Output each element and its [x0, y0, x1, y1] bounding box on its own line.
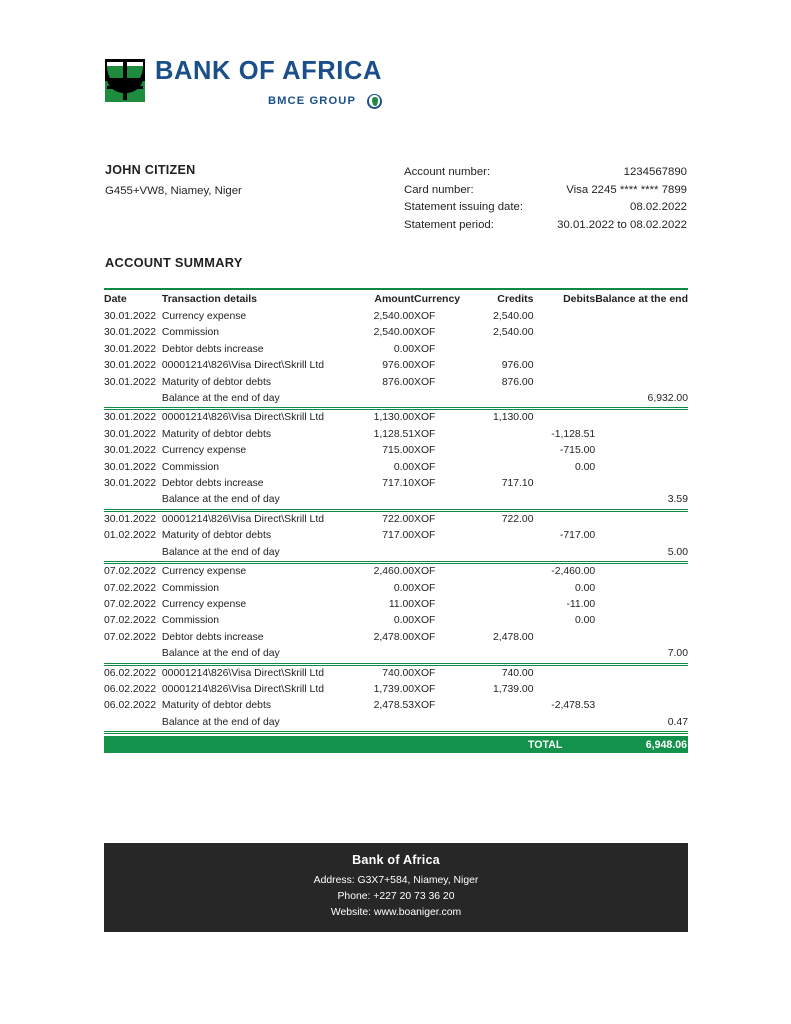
cell-debits [533, 325, 595, 341]
customer-block [105, 163, 242, 197]
cell-debits [533, 342, 595, 358]
section-title-account-summary: ACCOUNT SUMMARY [105, 255, 243, 270]
group-separator-rule [104, 731, 688, 734]
cell-credits [472, 545, 534, 561]
cell-amount: 717.10 [382, 478, 415, 490]
cell-debits [533, 512, 595, 528]
cell-credits [472, 646, 534, 662]
cell-date: 06.02.2022 [104, 683, 157, 695]
account-info-row [404, 182, 687, 200]
cell-balance [595, 342, 688, 358]
table-row [104, 528, 688, 544]
card-number-value: Visa 2245 **** **** 7899 [566, 183, 687, 196]
cell-details: Currency expense [161, 311, 247, 322]
cell-debits: 0.00 [574, 615, 596, 627]
cell-currency [414, 391, 472, 407]
cell-amount: 2,478.53 [373, 700, 415, 712]
cell-details: Currency expense [161, 598, 247, 610]
cell-details: 00001214\826\Visa Direct\Skrill Ltd [161, 513, 325, 525]
cell-currency: XOF [414, 445, 436, 457]
balance-end-of-day-value: 5.00 [667, 546, 688, 558]
cell-debits [533, 715, 595, 731]
cell-credits: 2,540.00 [493, 327, 534, 339]
cell-amount: 976.00 [382, 360, 415, 372]
cell-date [104, 646, 162, 662]
col-header-currency: Currency [414, 293, 461, 305]
table-row [104, 698, 688, 714]
cell-credits [472, 391, 534, 407]
cell-balance [595, 597, 688, 613]
cell-debits: 0.00 [574, 461, 596, 473]
cell-amount: 715.00 [382, 445, 415, 457]
cell-currency: XOF [414, 360, 436, 372]
card-number-label: Card number: [404, 183, 474, 196]
cell-date: 30.01.2022 [104, 376, 157, 388]
issuing-date-value: 08.02.2022 [629, 201, 687, 214]
cell-currency: XOF [414, 461, 436, 473]
col-header-credits: Credits [497, 293, 534, 305]
balance-end-of-day-label: Balance at the end of day [161, 494, 280, 506]
cell-balance [595, 443, 688, 459]
balance-end-of-day-label: Balance at the end of day [161, 716, 280, 728]
bank-of-africa-logo-icon [104, 58, 146, 103]
cell-currency: XOF [414, 343, 436, 355]
cell-credits: 1,739.00 [493, 683, 534, 695]
group-separator [104, 731, 688, 734]
cell-date: 30.01.2022 [104, 478, 157, 490]
group-separator-rule [104, 407, 688, 410]
balance-end-of-day-row [104, 492, 688, 508]
cell-amount [348, 391, 414, 407]
table-header-row [104, 290, 688, 309]
table-row [104, 358, 688, 374]
cell-debits: -717.00 [559, 530, 596, 542]
cell-balance [595, 427, 688, 443]
cell-currency [414, 715, 472, 731]
cell-balance [595, 309, 688, 325]
statement-period-value: 30.01.2022 to 08.02.2022 [557, 218, 687, 231]
cell-credits [472, 492, 534, 508]
cell-date: 30.01.2022 [104, 360, 157, 372]
cell-date [104, 492, 162, 508]
cell-amount [348, 715, 414, 731]
table-row [104, 325, 688, 341]
cell-credits [472, 460, 534, 476]
table-row [104, 342, 688, 358]
cell-date: 30.01.2022 [104, 343, 157, 355]
cell-debits [533, 375, 595, 391]
cell-balance [595, 460, 688, 476]
cell-details: 00001214\826\Visa Direct\Skrill Ltd [161, 683, 325, 695]
cell-amount: 0.00 [393, 343, 415, 355]
group-separator [104, 561, 688, 564]
cell-balance [595, 564, 688, 580]
col-header-amount: Amount [374, 293, 415, 305]
cell-details: Commission [161, 461, 220, 473]
cell-balance [595, 581, 688, 597]
cell-details: Maturity of debtor debts [161, 376, 272, 388]
transactions-table-wrapper [104, 288, 688, 753]
cell-date: 30.01.2022 [104, 311, 157, 322]
cell-details: 00001214\826\Visa Direct\Skrill Ltd [161, 667, 325, 679]
cell-details: 00001214\826\Visa Direct\Skrill Ltd [161, 360, 325, 372]
cell-debits [533, 630, 595, 646]
page-footer [104, 843, 688, 932]
cell-credits: 722.00 [501, 513, 534, 525]
cell-credits [472, 342, 534, 358]
group-separator-rule [104, 509, 688, 512]
cell-debits [533, 391, 595, 407]
cell-credits [472, 581, 534, 597]
cell-date: 30.01.2022 [104, 327, 157, 339]
balance-end-of-day-label: Balance at the end of day [161, 546, 280, 558]
footer-bank-name: Bank of Africa [352, 853, 440, 867]
cell-credits [472, 427, 534, 443]
cell-details: Commission [161, 327, 220, 339]
table-row [104, 375, 688, 391]
cell-date: 30.01.2022 [104, 445, 157, 457]
cell-date: 06.02.2022 [104, 700, 157, 712]
balance-end-of-day-value: 7.00 [667, 648, 688, 660]
balance-end-of-day-row [104, 391, 688, 407]
cell-currency: XOF [414, 428, 436, 440]
globe-africa-icon [367, 94, 382, 109]
cell-balance [595, 375, 688, 391]
cell-details: Debtor debts increase [161, 343, 264, 355]
cell-credits [472, 715, 534, 731]
cell-debits: -2,478.53 [551, 700, 596, 712]
cell-currency: XOF [414, 311, 436, 322]
cell-debits [533, 358, 595, 374]
cell-debits [533, 646, 595, 662]
table-row [104, 630, 688, 646]
cell-credits [472, 597, 534, 613]
cell-balance [595, 410, 688, 426]
cell-amount [348, 646, 414, 662]
table-row [104, 512, 688, 528]
cell-currency: XOF [414, 513, 436, 525]
cell-date: 30.01.2022 [104, 412, 157, 424]
cell-balance [595, 666, 688, 682]
cell-details: Debtor debts increase [161, 631, 264, 643]
cell-amount: 1,130.00 [373, 412, 415, 424]
cell-credits: 717.10 [501, 478, 534, 490]
cell-currency: XOF [414, 412, 436, 424]
cell-credits [472, 443, 534, 459]
cell-debits [533, 682, 595, 698]
cell-currency: XOF [414, 327, 436, 339]
cell-debits [533, 545, 595, 561]
customer-address: G455+VW8, Niamey, Niger [105, 185, 242, 197]
group-separator [104, 663, 688, 666]
cell-balance [595, 476, 688, 492]
cell-currency: XOF [414, 582, 436, 594]
col-header-details: Transaction details [161, 293, 258, 305]
cell-currency [414, 492, 472, 508]
cell-amount: 0.00 [393, 461, 415, 473]
cell-credits: 2,478.00 [493, 631, 534, 643]
cell-amount: 2,460.00 [373, 566, 415, 578]
cell-debits: -715.00 [559, 445, 596, 457]
statement-period-label: Statement period: [404, 218, 494, 231]
cell-credits [472, 613, 534, 629]
transactions-table-body [104, 309, 688, 734]
cell-amount: 876.00 [382, 376, 415, 388]
cell-credits: 976.00 [501, 360, 534, 372]
balance-end-of-day-value: 6,932.00 [647, 393, 688, 405]
cell-amount: 722.00 [382, 513, 415, 525]
balance-end-of-day-row [104, 715, 688, 731]
cell-date: 07.02.2022 [104, 566, 157, 578]
bank-logo-header [104, 58, 382, 109]
account-info-block [404, 164, 687, 234]
footer-website[interactable]: Website: www.boaniger.com [330, 907, 462, 918]
cell-balance [595, 325, 688, 341]
footer-phone: Phone: +227 20 73 36 20 [337, 891, 455, 902]
account-number-value: 1234567890 [623, 166, 687, 178]
balance-end-of-day-value: 3.59 [667, 494, 688, 506]
cell-date: 07.02.2022 [104, 615, 157, 627]
cell-amount: 1,739.00 [373, 683, 415, 695]
cell-details: Maturity of debtor debts [161, 700, 272, 712]
col-header-date: Date [104, 293, 127, 305]
group-separator-rule [104, 663, 688, 666]
table-row [104, 460, 688, 476]
balance-end-of-day-label: Balance at the end of day [161, 393, 280, 405]
cell-debits [533, 476, 595, 492]
cell-currency: XOF [414, 566, 436, 578]
cell-balance [595, 682, 688, 698]
issuing-date-label: Statement issuing date: [404, 201, 524, 214]
cell-date: 07.02.2022 [104, 582, 157, 594]
cell-date [104, 391, 162, 407]
table-row [104, 410, 688, 426]
cell-amount [348, 492, 414, 508]
cell-credits: 740.00 [501, 667, 534, 679]
table-row [104, 476, 688, 492]
balance-end-of-day-row [104, 545, 688, 561]
cell-amount: 0.00 [393, 582, 415, 594]
table-row [104, 443, 688, 459]
cell-date: 30.01.2022 [104, 513, 157, 525]
balance-end-of-day-value: 0.47 [667, 716, 688, 728]
cell-date: 30.01.2022 [104, 428, 157, 440]
cell-amount: 2,540.00 [373, 327, 415, 339]
account-info-row [404, 164, 687, 182]
cell-details: 00001214\826\Visa Direct\Skrill Ltd [161, 412, 325, 424]
cell-amount: 717.00 [382, 530, 415, 542]
cell-debits [533, 410, 595, 426]
table-row [104, 564, 688, 580]
col-header-debits: Debits [563, 293, 596, 305]
account-info-row [404, 217, 687, 235]
cell-amount: 2,478.00 [373, 631, 415, 643]
cell-amount: 740.00 [382, 667, 415, 679]
cell-balance [595, 528, 688, 544]
cell-currency: XOF [414, 683, 436, 695]
total-label: TOTAL [528, 738, 563, 751]
cell-balance [595, 613, 688, 629]
cell-debits: 0.00 [574, 582, 596, 594]
footer-address: Address: G3X7+584, Niamey, Niger [313, 875, 479, 886]
cell-debits [533, 666, 595, 682]
cell-date: 30.01.2022 [104, 461, 157, 473]
cell-details: Commission [161, 582, 220, 594]
table-row [104, 666, 688, 682]
cell-currency: XOF [414, 530, 436, 542]
cell-credits [472, 564, 534, 580]
cell-currency [414, 646, 472, 662]
table-row [104, 427, 688, 443]
cell-currency: XOF [414, 700, 436, 712]
cell-currency: XOF [414, 667, 436, 679]
logo-subtitle: BMCE GROUP [267, 95, 357, 107]
table-row [104, 682, 688, 698]
cell-debits: -11.00 [566, 598, 596, 610]
cell-date: 06.02.2022 [104, 667, 157, 679]
logo-title: BANK OF AFRICA [155, 57, 383, 85]
cell-currency: XOF [414, 631, 436, 643]
balance-end-of-day-label: Balance at the end of day [161, 648, 280, 660]
cell-amount: 2,540.00 [373, 311, 415, 322]
cell-balance [595, 512, 688, 528]
cell-details: Commission [161, 615, 220, 627]
cell-amount [348, 545, 414, 561]
cell-credits: 2,540.00 [493, 311, 534, 322]
cell-date: 07.02.2022 [104, 631, 157, 643]
table-row [104, 581, 688, 597]
transactions-table [104, 290, 688, 734]
table-row [104, 597, 688, 613]
cell-amount: 0.00 [393, 615, 415, 627]
cell-credits [472, 698, 534, 714]
cell-credits: 876.00 [501, 376, 534, 388]
total-bar [104, 736, 688, 753]
logo-wordmark [155, 58, 382, 109]
cell-details: Currency expense [161, 566, 247, 578]
cell-date: 01.02.2022 [104, 530, 157, 542]
cell-currency: XOF [414, 615, 436, 627]
account-number-label: Account number: [404, 166, 491, 178]
cell-date [104, 715, 162, 731]
group-separator [104, 407, 688, 410]
cell-amount: 11.00 [388, 598, 415, 610]
cell-balance [595, 630, 688, 646]
cell-debits [533, 309, 595, 325]
cell-date: 07.02.2022 [104, 598, 157, 610]
cell-credits: 1,130.00 [493, 412, 534, 424]
cell-details: Maturity of debtor debts [161, 428, 272, 440]
cell-date [104, 545, 162, 561]
table-row [104, 613, 688, 629]
cell-details: Currency expense [161, 445, 247, 457]
cell-currency [414, 545, 472, 561]
cell-debits: -1,128.51 [551, 428, 596, 440]
cell-amount: 1,128.51 [373, 428, 415, 440]
cell-debits [533, 492, 595, 508]
cell-currency: XOF [414, 376, 436, 388]
cell-balance [595, 698, 688, 714]
cell-debits: -2,460.00 [551, 566, 596, 578]
cell-credits [472, 528, 534, 544]
cell-details: Debtor debts increase [161, 478, 264, 490]
group-separator-rule [104, 561, 688, 564]
cell-currency: XOF [414, 478, 436, 490]
total-value: 6,948.06 [645, 738, 687, 751]
balance-end-of-day-row [104, 646, 688, 662]
cell-currency: XOF [414, 598, 436, 610]
table-row [104, 309, 688, 325]
col-header-balance: Balance at the end [595, 293, 688, 305]
cell-details: Maturity of debtor debts [161, 530, 272, 542]
cell-balance [595, 358, 688, 374]
customer-name: JOHN CITIZEN [105, 163, 196, 177]
group-separator [104, 509, 688, 512]
account-info-row [404, 199, 687, 217]
